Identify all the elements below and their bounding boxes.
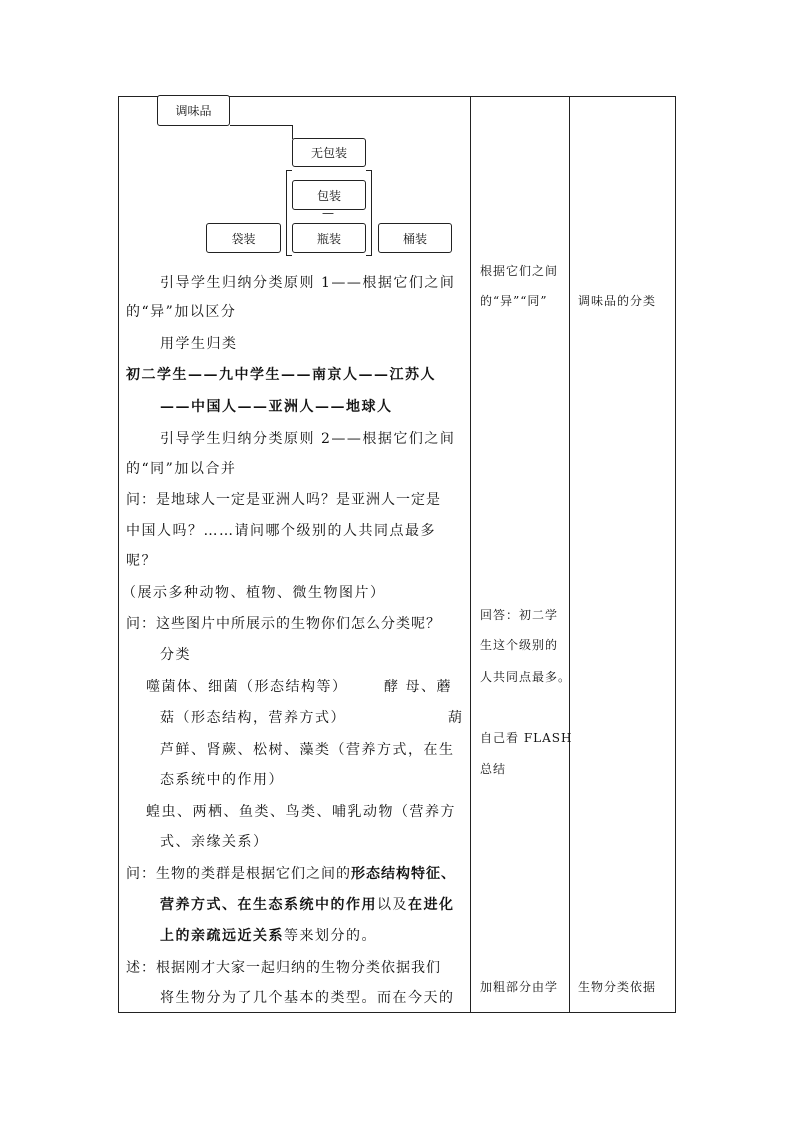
col1-line-22-plain: 等来划分的。 <box>284 928 377 944</box>
col2-line-6: 自己看 FLASH <box>480 731 573 745</box>
col1-line-17: 态系统中的作用） <box>160 772 284 788</box>
diagram-pack-box: 包装 <box>292 180 366 210</box>
col1-line-7: 的“同”加以合并 <box>126 461 237 477</box>
col1-line-19: 式、亲缘关系） <box>160 834 269 850</box>
col1-line-22 <box>160 925 377 945</box>
col1-line-8: 问：是地球人一定是亚洲人吗？是亚洲人一定是 <box>126 492 441 508</box>
col1-line-16: 芦鲜、肾蕨、松树、藻类（营养方式，在生 <box>160 742 455 758</box>
diagram-bottle-box: 瓶装 <box>292 223 366 253</box>
col1-line-9: 中国人吗？……请问哪个级别的人共同点最多 <box>126 523 436 539</box>
col1-line-21-bold-2: 在进化 <box>408 897 455 913</box>
col2-line-8: 加粗部分由学 <box>480 980 559 994</box>
col2-line-3: 回答：初二学 <box>480 608 559 622</box>
diagram-right-bracket <box>366 170 372 256</box>
col1-line-21-plain: 以及 <box>377 897 408 913</box>
col1-line-24: 将生物分为了几个基本的类型。而在今天的 <box>160 990 455 1006</box>
col1-line-22-bold: 上的亲疏远近关系 <box>160 928 284 944</box>
diagram-connector-h <box>230 125 292 126</box>
col1-line-14b: 酵 母、蘑 <box>384 679 452 695</box>
col1-line-21-bold-1: 营养方式、在生态系统中的作用 <box>160 897 377 913</box>
col1-line-6: 引导学生归纳分类原则 2——根据它们之间 <box>160 431 456 447</box>
col2-line-7: 总结 <box>480 762 507 776</box>
col1-line-12: 问：这些图片中所展示的生物你们怎么分类呢？ <box>126 616 441 632</box>
col1-line-21 <box>160 894 455 914</box>
diagram-bag-box: 袋装 <box>206 223 281 253</box>
diagram-no-pack-box: 无包装 <box>292 138 366 167</box>
col1-line-15b: 葫 <box>448 710 464 726</box>
diagram-root-box: 调味品 <box>157 95 230 126</box>
col1-line-14a: 噬菌体、细菌（形态结构等） <box>146 679 348 695</box>
col1-line-20-plain: 问：生物的类群是根据它们之间的 <box>126 866 351 882</box>
col1-line-13: 分类 <box>160 647 191 663</box>
col1-line-10: 呢？ <box>126 553 157 569</box>
col1-line-2: 的“异”加以区分 <box>126 304 237 320</box>
column-divider-2 <box>569 96 570 1013</box>
col1-line-11: （展示多种动物、植物、微生物图片） <box>122 585 386 601</box>
col2-line-4: 生这个级别的 <box>480 638 559 652</box>
column-divider-1 <box>470 96 471 1013</box>
diagram-connector-v <box>292 125 293 139</box>
diagram-barrel-box: 桶装 <box>378 223 452 253</box>
col1-line-20-bold: 形态结构特征、 <box>351 866 456 882</box>
col1-line-1: 引导学生归纳分类原则 1——根据它们之间 <box>160 275 456 291</box>
col2-line-5: 人共同点最多。 <box>480 670 572 684</box>
col1-line-20 <box>126 863 456 883</box>
col1-line-5: ——中国人——亚洲人——地球人 <box>160 399 393 415</box>
col3-line-2: 生物分类依据 <box>578 980 657 994</box>
diagram-dash: — <box>322 206 335 220</box>
col1-line-23: 述：根据刚才大家一起归纳的生物分类依据我们 <box>126 960 441 976</box>
col1-line-4: 初二学生——九中学生——南京人——江苏人 <box>126 367 436 383</box>
col2-line-2: 的“异”“同” <box>480 294 548 308</box>
col3-line-1: 调味品的分类 <box>578 294 657 308</box>
col1-line-3: 用学生归类 <box>160 336 238 352</box>
col1-line-18: 蝗虫、两栖、鱼类、鸟类、哺乳动物（营养方 <box>146 804 456 820</box>
col2-line-1: 根据它们之间 <box>480 264 559 278</box>
col1-line-15a: 菇（形态结构，营养方式） <box>160 710 346 726</box>
